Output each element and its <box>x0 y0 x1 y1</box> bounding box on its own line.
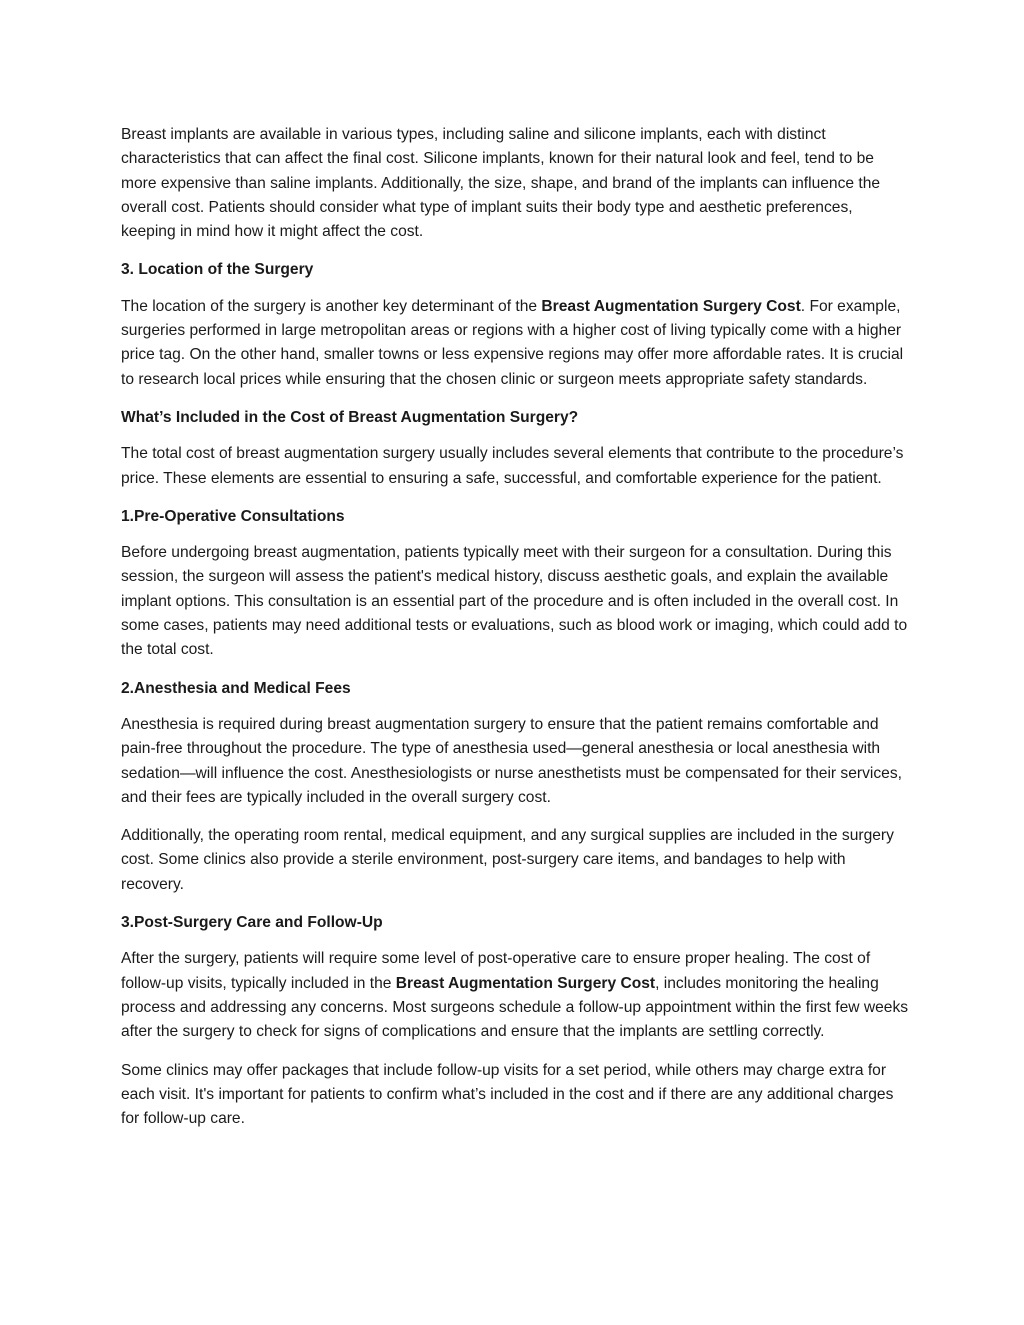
paragraph-whats-included: The total cost of breast augmentation surgery usually includes several elements that contribute to the procedure’s price. These elements are essential to ensuring a safe, successful, and comfortable experience for the patient. <box>121 445 904 487</box>
heading-pre-operative-consultations: 1.Pre-Operative Consultations <box>121 507 345 525</box>
paragraph-implant-types: Breast implants are available in various types, including saline and silicone implants, each with distinct characteristics that can affect the final cost. Silicone implants, known for their natural look and feel, tend to be more expensive than saline implants. Additionally, the size, shape, and brand of the implants can influence the overall cost. Patients should consider what type of implant suits their body type and aesthetic preferences, keeping in mind how it might affect the cost. <box>121 126 881 241</box>
paragraph-post-surgery-text-before: After the surgery, patients will require some level of post-operative care to ensure proper healing. The cost of follow-up visits, typically included in the <box>121 950 871 992</box>
heading-anesthesia-and-medical-fees: 2.Anesthesia and Medical Fees <box>121 679 351 697</box>
paragraph-location-text-after: . For example, surgeries performed in large metropolitan areas or regions with a higher cost of living typically come with a higher price tag. On the other hand, smaller towns or less expensive regions may offer more affordable rates. It is crucial to research local prices while ensuring that the chosen clinic or surgeon meets appropriate safety standards. <box>121 297 904 388</box>
document-page <box>121 123 911 1145</box>
heading-location-of-surgery: 3. Location of the Surgery <box>121 261 314 279</box>
paragraph-pre-operative: Before undergoing breast augmentation, patients typically meet with their surgeon for a consultation. During this session, the surgeon will assess the patient's medical history, discuss aesthetic goals, and explain the available implant options. This consultation is an essential part of the procedure and is often included in the overall cost. In some cases, patients may need additional tests or evaluations, such as blood work or imaging, which could add to the total cost. <box>121 544 908 659</box>
paragraph-location-text-before: The location of the surgery is another key determinant of the <box>121 297 542 315</box>
paragraph-follow-up-packages: Some clinics may offer packages that include follow-up visits for a set period, while others may charge extra for each visit. It's important for patients to confirm what’s included in the cost and if there are any additional charges for follow-up care. <box>121 1061 894 1128</box>
paragraph-anesthesia: Anesthesia is required during breast augmentation surgery to ensure that the patient remains comfortable and pain-free throughout the procedure. The type of anesthesia used—general anesthesia or local anesthesia with sedation—will influence the cost. Anesthesiologists or nurse anesthetists must be compensated for their services, and their fees are typically included in the overall surgery cost. <box>121 715 902 806</box>
paragraph-post-surgery <box>121 947 911 1044</box>
paragraph-additional-costs: Additionally, the operating room rental, medical equipment, and any surgical supplies are included in the surgery cost. Some clinics also provide a sterile environment, post-surgery care items, and bandages to help with recovery. <box>121 827 894 893</box>
paragraph-post-surgery-text-after: , includes monitoring the healing process and addressing any concerns. Most surgeons schedule a follow-up appointment within the first few weeks after the surgery to check for signs of complications and ensure that the implants are settling correctly. <box>121 974 909 1041</box>
paragraph-location-bold-term: Breast Augmentation Surgery Cost <box>541 297 801 315</box>
heading-whats-included: What’s Included in the Cost of Breast Augmentation Surgery? <box>121 408 579 426</box>
paragraph-post-surgery-bold-term: Breast Augmentation Surgery Cost <box>395 974 656 992</box>
heading-post-surgery-care: 3.Post-Surgery Care and Follow-Up <box>121 914 383 932</box>
paragraph-location <box>121 295 911 392</box>
